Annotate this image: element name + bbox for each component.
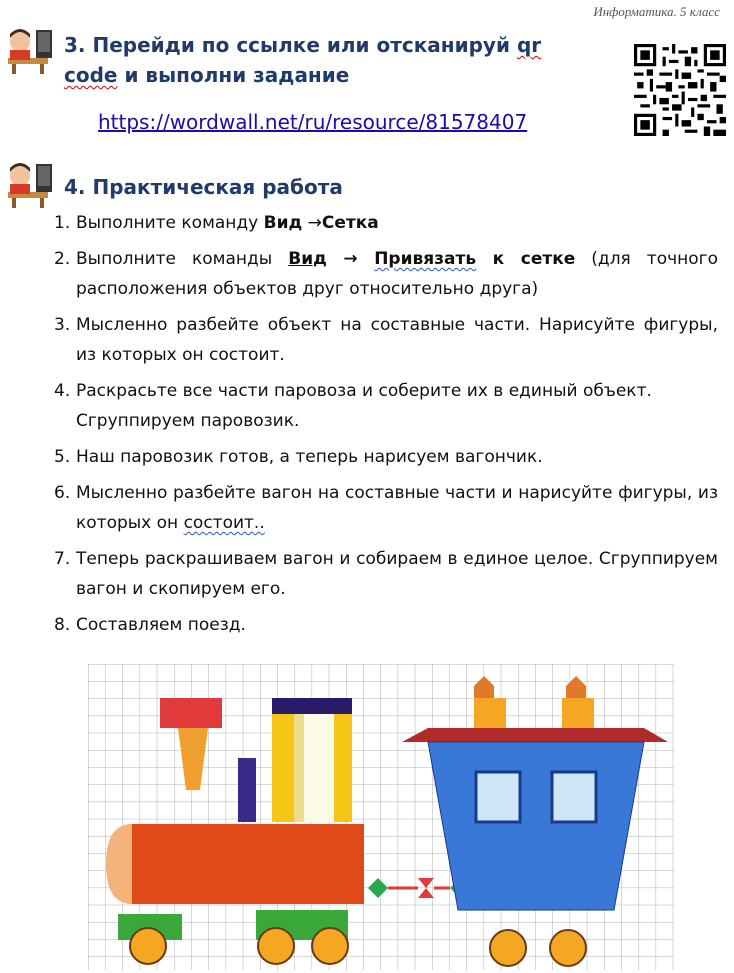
section3-title: 3. Перейди по ссылке или отсканируй qr code и выполни задание xyxy=(64,33,542,87)
qr-code-icon[interactable] xyxy=(634,44,726,136)
student-computer-icon xyxy=(2,24,58,76)
student-computer-icon-2 xyxy=(2,158,58,210)
step-5: 5. Наш паровозик готов, а теперь нарисуем вагончик. xyxy=(54,447,543,467)
wordwall-link[interactable]: https://wordwall.net/ru/resource/81578407 xyxy=(98,110,528,134)
train-illustration xyxy=(88,664,674,970)
step-3: 3. Мысленно разбейте объект на составные части. Нарисуйте фигуры, из которых он состоит. xyxy=(54,315,718,365)
subject-header: Информатика. 5 класс xyxy=(593,4,720,19)
wagon-wheel xyxy=(550,930,586,966)
chimney-cap xyxy=(160,698,222,728)
cabin xyxy=(334,714,352,822)
wagon-window-left xyxy=(476,772,520,822)
locomotive-body xyxy=(132,824,364,904)
step-7: 7. Теперь раскрашиваем вагон и собираем в единое целое. Сгруппируем вагон и скопируем его. xyxy=(54,549,718,599)
wagon-roof xyxy=(402,728,668,742)
cabin-roof xyxy=(272,698,352,714)
step-6: 6. Мысленно разбейте вагон на составные части и нарисуйте фигуры, из которых он состоит.. xyxy=(54,483,718,533)
small-pipe xyxy=(238,758,256,822)
step-8: 8. Составляем поезд. xyxy=(54,615,246,635)
step-4: 4. Раскрасьте все части паровоза и соберите их в единый объект. Сгруппируем паровозик. xyxy=(54,381,652,431)
section4-title: 4. Практическая работа xyxy=(64,175,343,199)
wagon-window-right xyxy=(552,772,596,822)
wagon-chimney-left xyxy=(474,698,506,728)
wagon-chimney-right xyxy=(562,698,594,728)
steps-list xyxy=(54,208,718,646)
locomotive-wheel xyxy=(312,928,348,964)
wagon-body xyxy=(428,742,644,910)
step-1: 1. Выполните команду Вид →Сетка xyxy=(54,213,379,233)
step-2: 2. Выполните команды Вид → Привязать к сетке (для точного расположения объектов друг относительно друга) xyxy=(54,249,719,299)
